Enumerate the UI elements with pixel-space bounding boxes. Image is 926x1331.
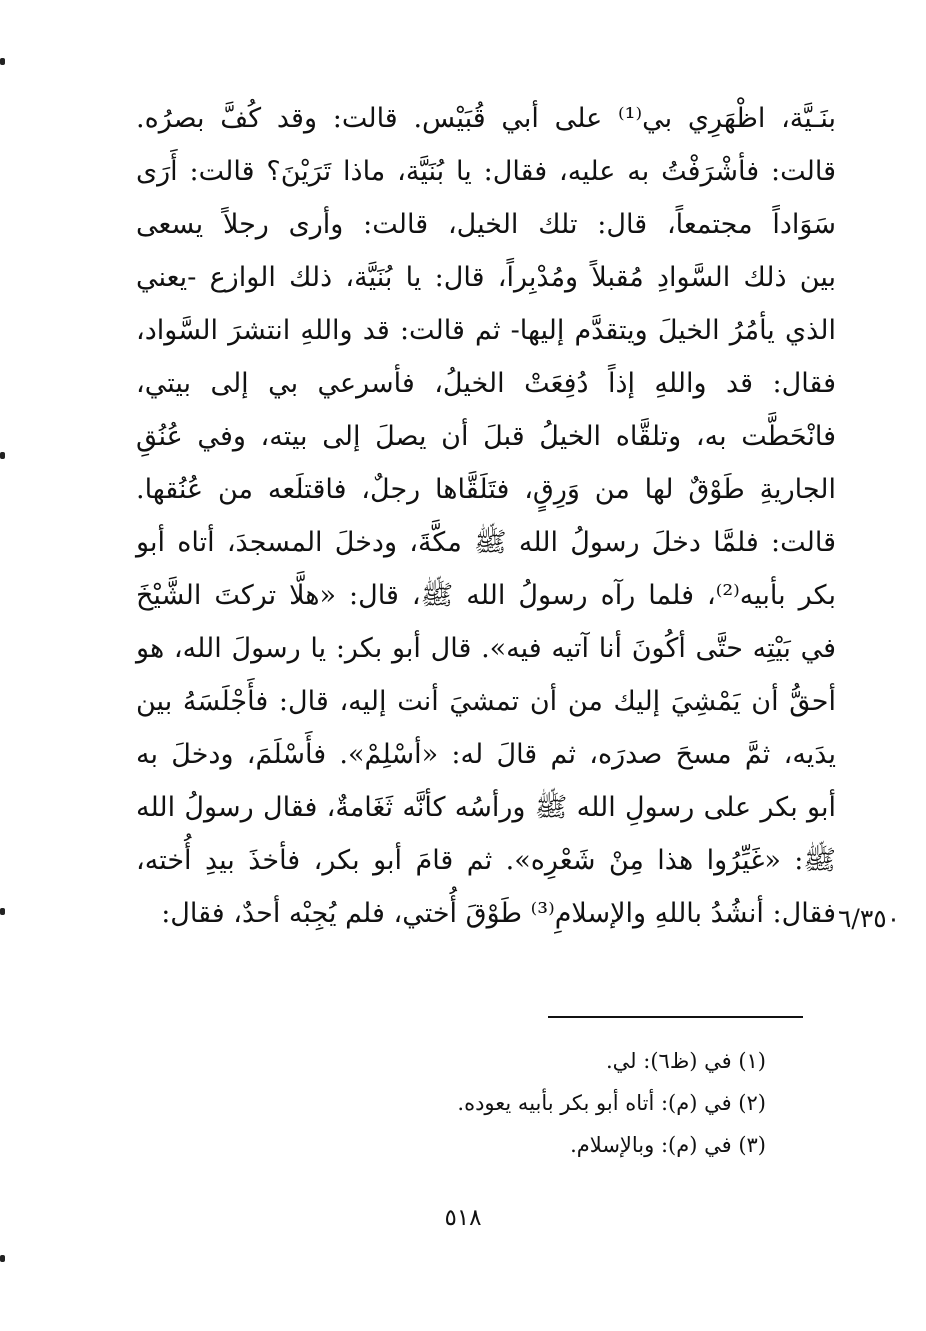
text-line: أحقُّ أن يَمْشِيَ إليك من أن تمشيَ أنت إليه، قال: فأَجْلَسَهُ بين [136, 686, 836, 717]
text-line: فقال: أنشُدُ باللهِ والإسلامِ⁽³⁾ طَوْقَ أُختي، فلم يُجِبْه أحدٌ، فقال: [161, 898, 836, 929]
scan-edge-mark [0, 452, 5, 459]
text-line: الجاريةِ طَوْقٌ لها من وَرِقٍ، فتَلَقَّاها رجلٌ، فاقتلَعه من عُنُقها. [136, 474, 836, 505]
text-line: بين ذلك السَّوادِ مُقبلاً ومُدْبِراً، قال: يا بُنَيَّة، ذلك الوازع -يعني [136, 262, 836, 293]
scan-edge-mark [0, 58, 5, 65]
text-line: قالت: فلمَّا دخلَ رسولُ الله ﷺ مكَّةَ، ودخلَ المسجدَ، أتاه أبو [136, 527, 836, 558]
footnote-divider [548, 1016, 803, 1018]
text-line: فقال: قد واللهِ إذاً دُفِعَتْ الخيلُ، فأسرعي بي إلى بيتي، [136, 368, 836, 399]
text-line: سَوَاداً مجتمعاً، قال: تلك الخيل، قالت: وأرى رجلاً يسعى [136, 209, 836, 240]
text-line: بنَـيَّة، اظْهَرِي بي⁽¹⁾ على أبي قُبَيْس. قالت: وقد كُفَّ بصرُه. [136, 103, 836, 134]
text-line: قالت: فأشْرَفْتُ به عليه، فقال: يا بُنَيَّة، ماذا تَرَيْنَ؟ قالت: أَرَى [136, 156, 836, 187]
footnote: (٣) في (م): وبالإسلام. [570, 1133, 766, 1157]
text-line: أبو بكر على رسولِ الله ﷺ ورأسُه كأنَّه ثَغَامةٌ، فقال رسولُ الله [136, 792, 836, 823]
footnote: (٢) في (م): أتاه أبو بكر بأبيه يعوده. [457, 1091, 766, 1115]
text-line: ﷺ: «غَيِّرُوا هذا مِنْ شَعْرِه». ثم قامَ أبو بكر، فأخذَ بيدِ أُخته، [136, 845, 836, 876]
scan-edge-mark [0, 1255, 5, 1262]
main-text-block [136, 92, 836, 940]
footnotes [346, 1040, 766, 1166]
text-line: فانْحَطَّت به، وتلقَّاه الخيلُ قبلَ أن يصلَ إلى بيته، وفي عُنُقِ [136, 421, 836, 452]
text-line: في بَيْتِه حتَّى أكُونَ أنا آتيه فيه». قال أبو بكر: يا رسولَ الله، هو [136, 633, 836, 664]
text-line: يدَيه، ثمَّ مسحَ صدرَه، ثم قالَ له: «أسْلِمْ». فأَسْلَمَ، ودخلَ به [136, 739, 836, 770]
text-line: بكر بأبيه⁽²⁾، فلما رآه رسولُ الله ﷺ، قال: «هلَّا تركتَ الشَّيْخَ [136, 580, 836, 611]
footnote: (١) في (ظ٦): لي. [606, 1049, 766, 1073]
text-line: الذي يأمُرُ الخيلَ ويتقدَّم إليها- ثم قالت: قد واللهِ انتشرَ السَّواد، [136, 315, 836, 346]
margin-reference: ٦/٣٥٠ [838, 904, 901, 933]
scan-edge-mark [0, 908, 5, 915]
page-number: ٥١٨ [444, 1205, 482, 1231]
